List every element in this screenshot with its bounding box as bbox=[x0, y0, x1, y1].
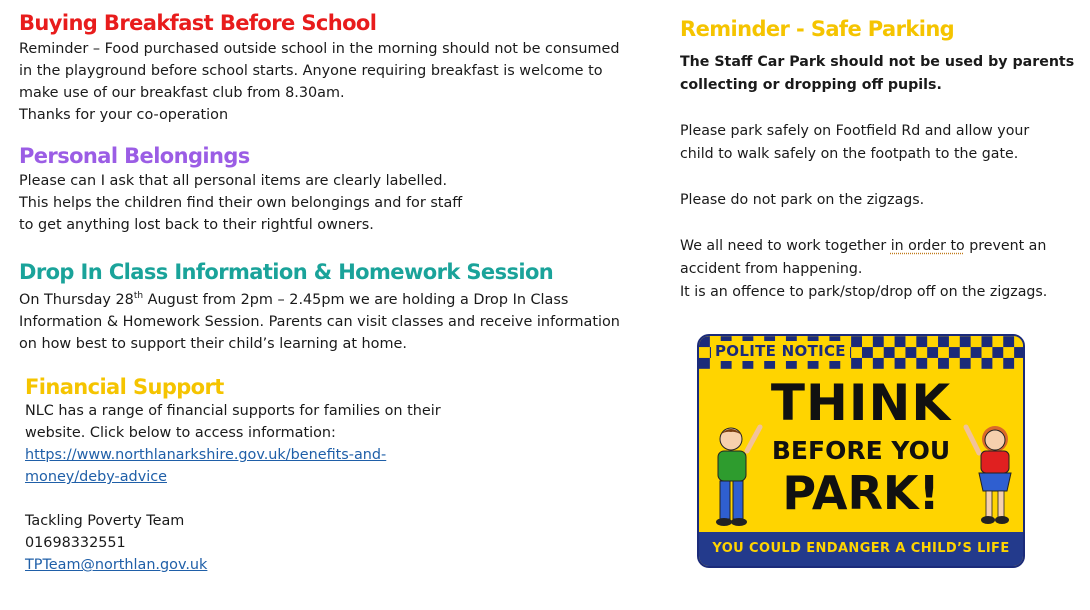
sign-park: PARK! bbox=[782, 466, 940, 520]
team-phone: 01698332551 bbox=[25, 535, 126, 551]
dropin-line: on how best to support their child’s learning at home. bbox=[19, 335, 407, 352]
dropin-line: Information & Homework Session. Parents can visit classes and receive information bbox=[19, 313, 620, 330]
breakfast-line: Reminder – Food purchased outside school in the morning should not be consumed bbox=[19, 41, 620, 57]
financial-text bbox=[25, 400, 441, 576]
financial-line: NLC has a range of financial supports for families on their bbox=[25, 403, 441, 419]
benefits-link-continued[interactable]: money/deby-advice bbox=[25, 469, 167, 485]
parking-line-part: prevent an bbox=[964, 238, 1047, 254]
boy-icon bbox=[705, 421, 765, 531]
belongings-heading: Personal Belongings bbox=[19, 144, 250, 168]
benefits-link[interactable]: https://www.northlanarkshire.gov.uk/benefits-and- bbox=[25, 447, 387, 463]
dropin-text bbox=[19, 285, 620, 355]
parking-bold-line: The Staff Car Park should not be used by parents bbox=[680, 54, 1075, 70]
belongings-text bbox=[19, 170, 462, 236]
dropin-line bbox=[19, 285, 620, 311]
parking-line: It is an offence to park/stop/drop off on the zigzags. bbox=[680, 284, 1048, 300]
belongings-line: This helps the children find their own belongings and for staff bbox=[19, 195, 463, 211]
dropin-line-part: On Thursday 28 bbox=[19, 291, 134, 308]
breakfast-line: in the playground before school starts. Anyone requiring breakfast is welcome to bbox=[19, 63, 603, 79]
parking-line: child to walk safely on the footpath to the gate. bbox=[680, 146, 1019, 162]
parking-heading: Reminder - Safe Parking bbox=[680, 17, 955, 41]
parking-bold-line: collecting or dropping off pupils. bbox=[680, 77, 942, 93]
parking-line-part: We all need to work together bbox=[680, 238, 891, 254]
flagged-phrase: in order to bbox=[890, 238, 965, 254]
dropin-line-part: August from 2pm – 2.45pm we are holding a Drop In Class bbox=[143, 291, 569, 308]
sign-before-you: BEFORE YOU bbox=[771, 436, 951, 465]
breakfast-line: Thanks for your co-operation bbox=[19, 107, 229, 123]
financial-line: website. Click below to access information: bbox=[25, 425, 336, 441]
parking-text bbox=[680, 51, 1074, 304]
financial-heading: Financial Support bbox=[25, 375, 224, 399]
dropin-superscript: th bbox=[133, 291, 144, 301]
breakfast-heading: Buying Breakfast Before School bbox=[19, 11, 377, 35]
breakfast-line: make use of our breakfast club from 8.30am. bbox=[19, 85, 345, 101]
sign-think: THINK bbox=[770, 374, 952, 432]
parking-line: Please do not park on the zigzags. bbox=[680, 192, 925, 208]
parking-line: accident from happening. bbox=[680, 261, 863, 277]
team-email-link[interactable]: TPTeam@northlan.gov.uk bbox=[25, 557, 208, 573]
belongings-line: to get anything lost back to their rightful owners. bbox=[19, 217, 374, 233]
think-before-you-park-sign bbox=[697, 334, 1025, 568]
parking-line bbox=[680, 235, 1074, 258]
parking-line: Please park safely on Footfield Rd and allow your bbox=[680, 123, 1030, 139]
belongings-line: Please can I ask that all personal items are clearly labelled. bbox=[19, 173, 448, 189]
sign-warning-banner: YOU COULD ENDANGER A CHILD’S LIFE bbox=[699, 532, 1023, 566]
breakfast-text bbox=[19, 38, 620, 126]
polite-notice-label: POLITE NOTICE bbox=[711, 341, 850, 361]
dropin-heading: Drop In Class Information & Homework Session bbox=[19, 260, 554, 284]
team-name: Tackling Poverty Team bbox=[25, 513, 185, 529]
girl-icon bbox=[961, 421, 1021, 531]
